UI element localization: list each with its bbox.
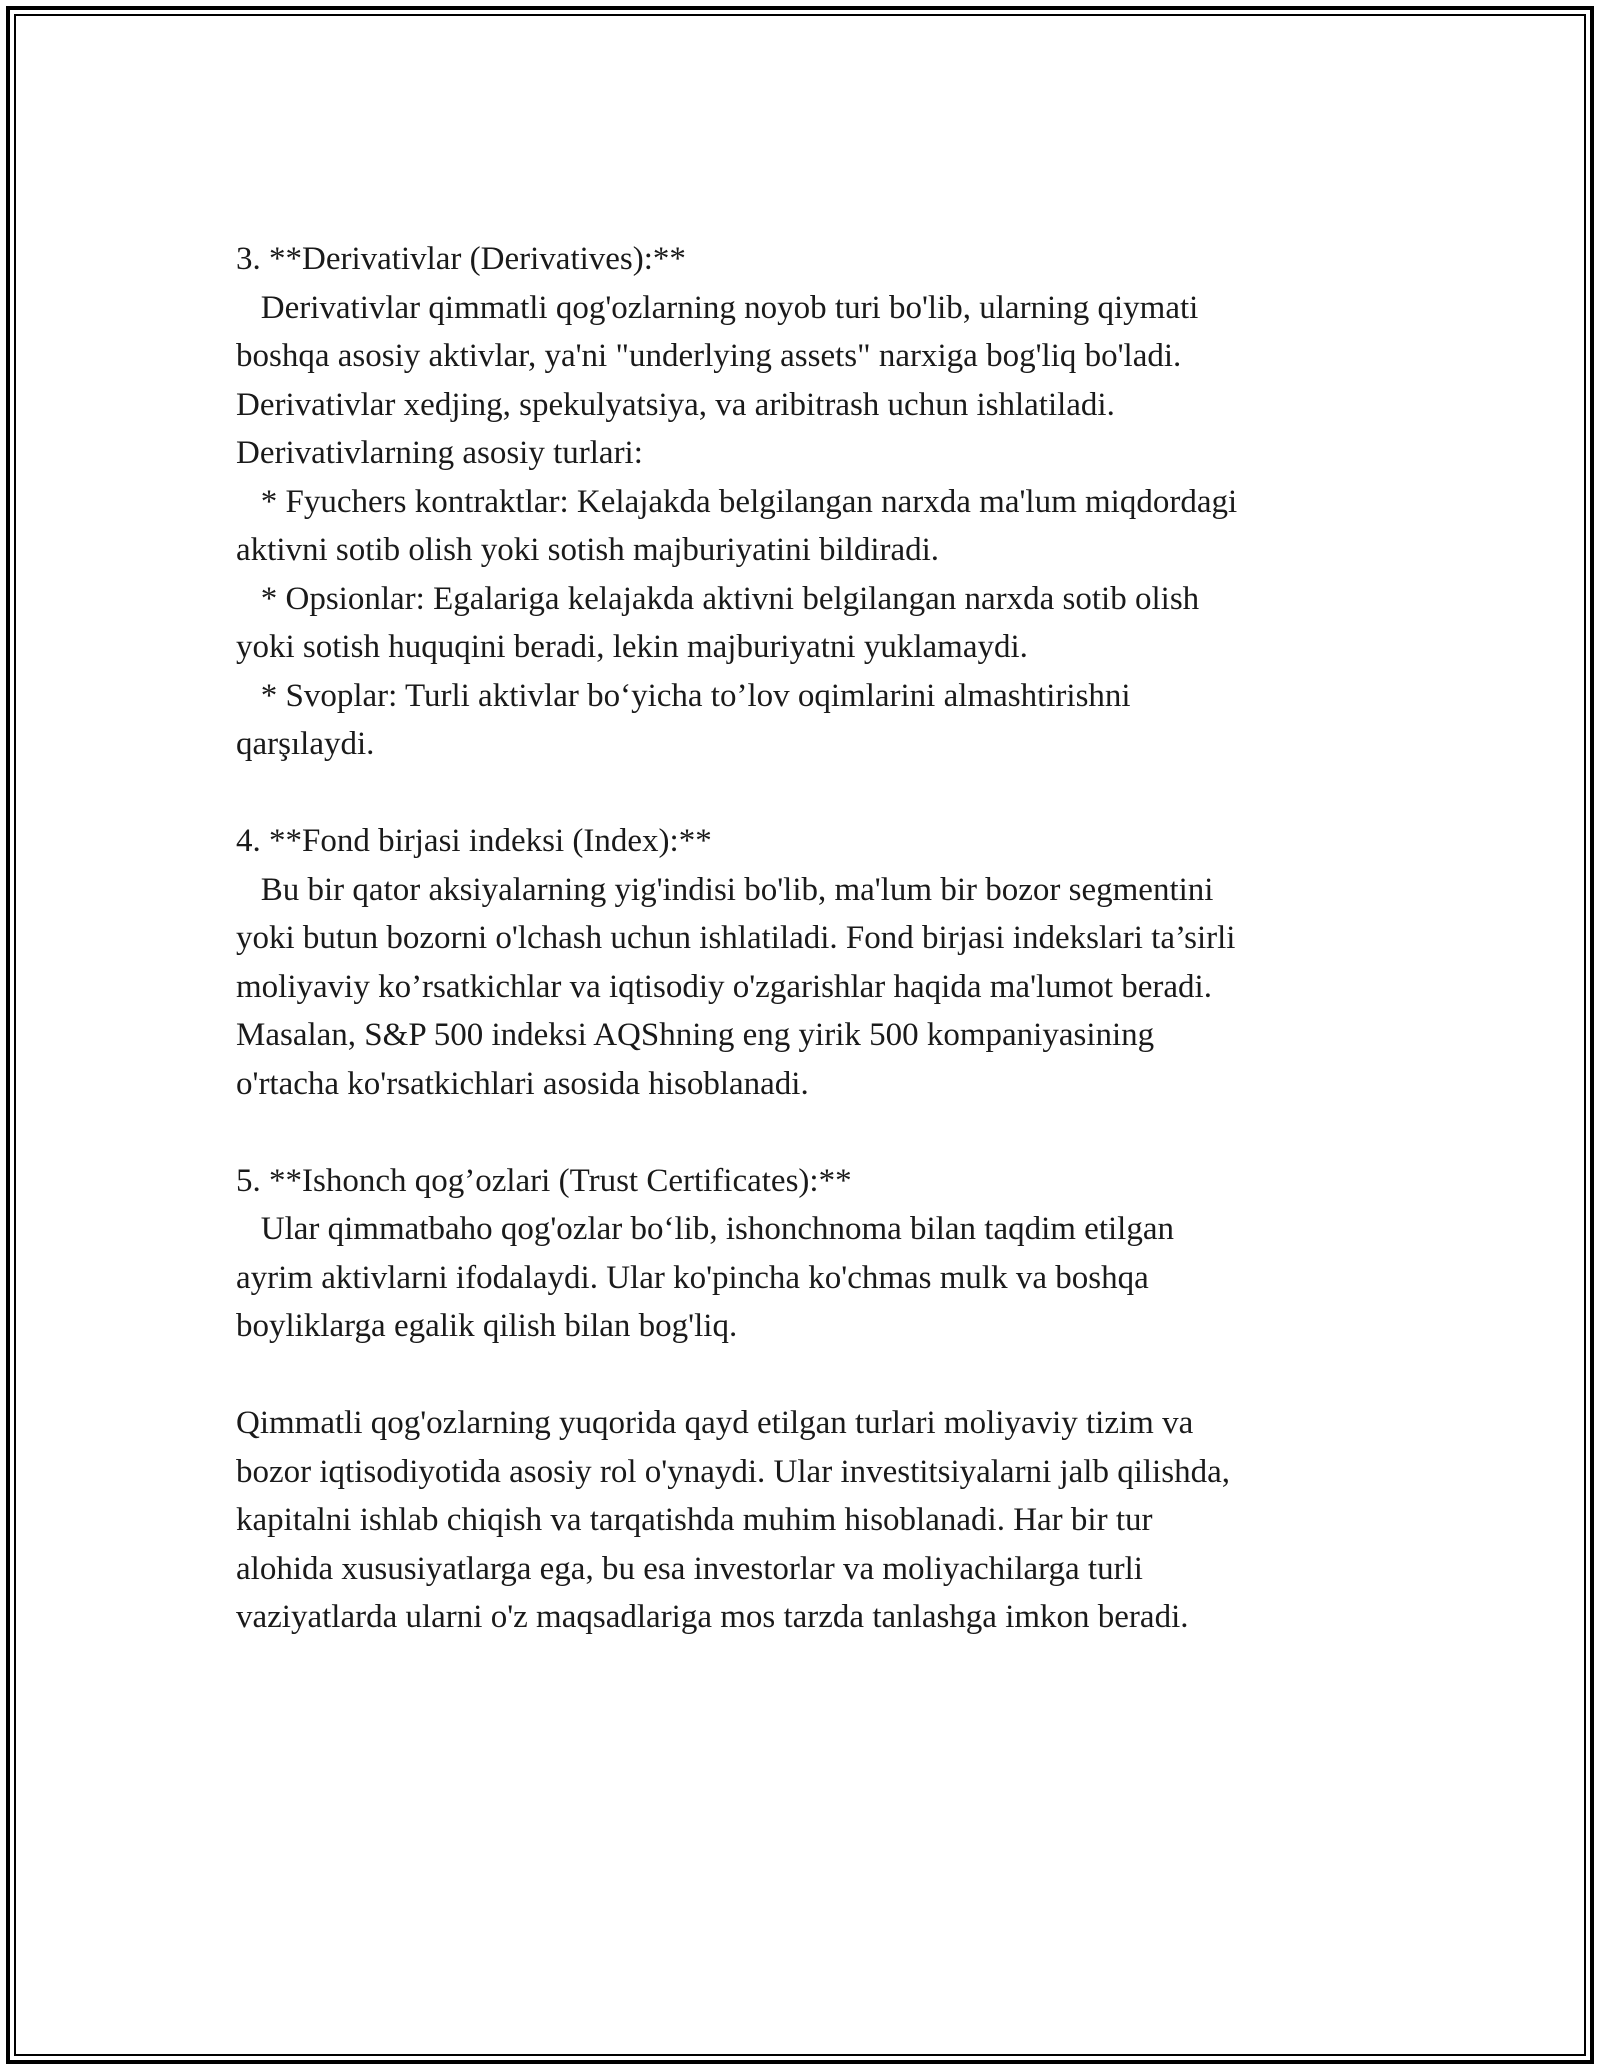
paragraph-spacer bbox=[236, 769, 1416, 818]
text-line: Qimmatli qog'ozlarning yuqorida qayd etilgan turlari moliyaviy tizim va bbox=[236, 1405, 1194, 1441]
text-line: bozor iqtisodiyotida asosiy rol o'ynaydi. Ular investitsiyalarni jalb qilishda, bbox=[236, 1453, 1230, 1490]
text-line: yoki butun bozorni o'lchash uchun ishlatiladi. Fond birjasi indekslari ta’sirli bbox=[236, 920, 1236, 956]
section-heading: 3. **Derivativlar (Derivatives):** bbox=[236, 241, 686, 277]
text-line: ayrim aktivlarni ifodalaydi. Ular ko'pincha ko'chmas mulk va boshqa bbox=[236, 1259, 1149, 1296]
text-line: yoki sotish huquqini beradi, lekin majburiyatni yuklamaydi. bbox=[236, 629, 1028, 665]
text-line: aktivni sotib olish yoki sotish majburiyatini bildiradi. bbox=[236, 532, 940, 568]
paragraph-spacer bbox=[236, 1108, 1416, 1157]
paragraph-spacer bbox=[236, 1351, 1416, 1400]
text-line: boyliklarga egalik qilish bilan bog'liq. bbox=[236, 1308, 738, 1344]
text-line: Ular qimmatbaho qog'ozlar bo‘lib, ishonchnoma bilan taqdim etilgan bbox=[236, 1211, 1174, 1247]
list-item-line: * Svoplar: Turli aktivlar bo‘yicha to’lov oqimlarini almashtirishni bbox=[236, 677, 1131, 714]
text-line: Bu bir qator aksiyalarning yig'indisi bo'lib, ma'lum bir bozor segmentini bbox=[236, 871, 1214, 908]
section-heading: 4. **Fond birjasi indeksi (Index):** bbox=[236, 823, 712, 859]
text-line: o'rtacha ko'rsatkichlari asosida hisoblanadi. bbox=[236, 1065, 809, 1102]
text-line: Masalan, S&P 500 indeksi AQShning eng yirik 500 kompaniyasining bbox=[236, 1017, 1155, 1053]
text-line: Derivativlar qimmatli qog'ozlarning noyob turi bo'lib, ularning qiymati bbox=[236, 289, 1199, 326]
text-line: boshqa asosiy aktivlar, ya'ni "underlying assets" narxiga bog'liq bo'ladi. bbox=[236, 338, 1182, 374]
list-item-line: * Fyuchers kontraktlar: Kelajakda belgilangan narxda ma'lum miqdordagi bbox=[236, 483, 1238, 520]
section-index bbox=[236, 817, 1416, 1108]
text-line: moliyaviy ko’rsatkichlar va iqtisodiy o'zgarishlar haqida ma'lumot beradi. bbox=[236, 968, 1212, 1005]
text-line: alohida xususiyatlarga ega, bu esa investorlar va moliyachilarga turli bbox=[236, 1550, 1143, 1587]
conclusion-paragraph bbox=[236, 1399, 1416, 1642]
section-trust-certificates bbox=[236, 1157, 1416, 1351]
text-line: kapitalni ishlab chiqish va tarqatishda muhim hisoblanadi. Har bir tur bbox=[236, 1502, 1153, 1538]
section-derivatives bbox=[236, 235, 1416, 769]
document-body bbox=[236, 235, 1416, 1642]
section-heading: 5. **Ishonch qog’ozlari (Trust Certificates):** bbox=[236, 1162, 852, 1199]
text-line: qarşılaydi. bbox=[236, 726, 375, 762]
text-line: Derivativlarning asosiy turlari: bbox=[236, 435, 643, 471]
list-item-line: * Opsionlar: Egalariga kelajakda aktivni belgilangan narxda sotib olish bbox=[236, 580, 1200, 617]
text-line: vaziyatlarda ularni o'z maqsadlariga mos tarzda tanlashga imkon beradi. bbox=[236, 1599, 1189, 1635]
text-line: Derivativlar xedjing, spekulyatsiya, va aribitrash uchun ishlatiladi. bbox=[236, 386, 1115, 423]
